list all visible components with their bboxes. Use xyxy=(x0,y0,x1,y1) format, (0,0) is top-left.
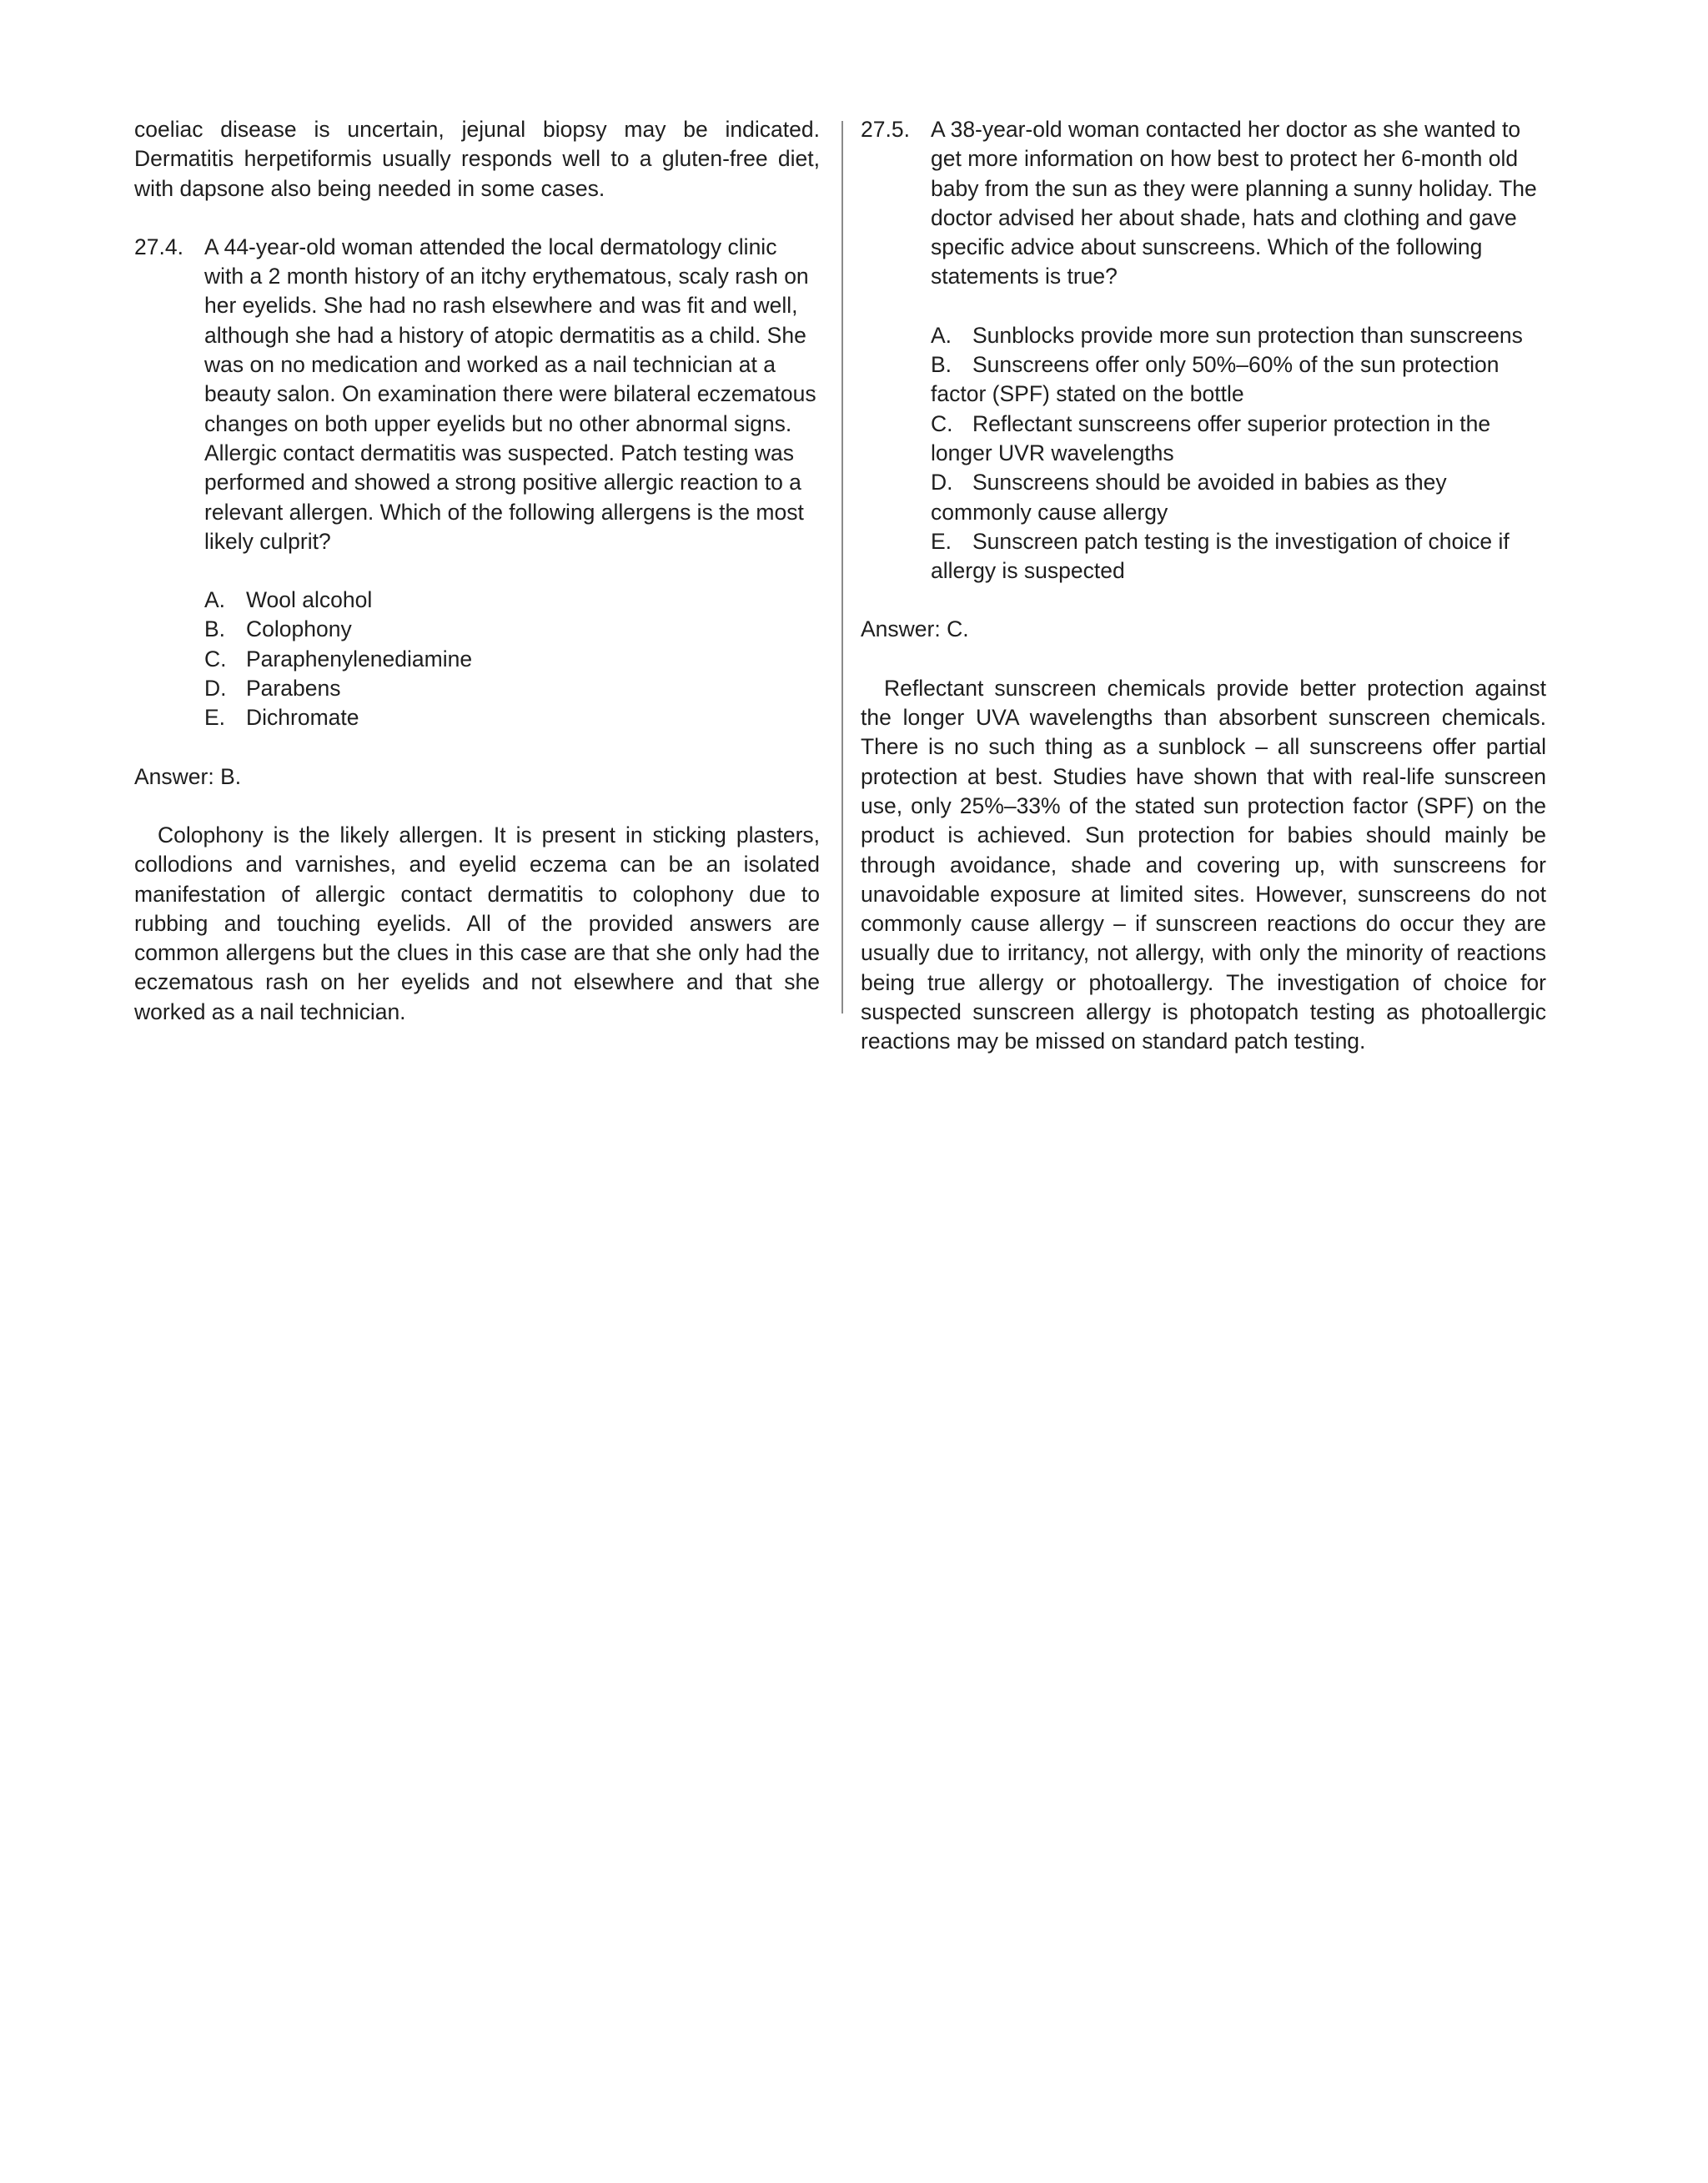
option-text: Wool alcohol xyxy=(246,587,373,613)
right-column xyxy=(861,115,1546,1057)
option-text: Dichromate xyxy=(246,705,359,731)
answer-line: Answer: C. xyxy=(861,616,969,642)
answer-options xyxy=(204,586,820,732)
option-e xyxy=(204,703,820,732)
option-letter: A. xyxy=(204,587,226,613)
option-text: Sunscreens offer only 50%–60% of the sun protection factor (SPF) stated on the bottle xyxy=(931,352,1500,407)
option-b xyxy=(204,615,820,644)
option-c xyxy=(931,410,1546,469)
question-number: 27.5. xyxy=(861,117,910,142)
option-text: Paraphenylenediamine xyxy=(246,646,473,671)
option-letter: B. xyxy=(931,352,952,378)
option-letter: D. xyxy=(204,676,227,702)
question-number: 27.4. xyxy=(134,234,183,259)
answer-options xyxy=(931,321,1546,586)
option-text: Parabens xyxy=(246,676,341,702)
option-letter: D. xyxy=(931,470,953,495)
option-text: Sunscreen patch testing is the investigation of choice if allergy is suspected xyxy=(931,528,1510,584)
explanation-paragraph: Reflectant sunscreen chemicals provide better protection against the longer UVA wavelengths than absorbent sunscreen chemicals. There is no such thing as a sunblock – all sunscreens offer partial protection at best. Studies have shown that with real-life sunscreen use, only 25%–33% of the stated sun protection factor (SPF) on the product is achieved. Sun protection for babies should mainly be through avoidance, shade and covering up, with sunscreens for unavoidable exposure at limited sites. However, sunscreens do not commonly cause allergy – if sunscreen reactions do occur they are usually due to irritancy, not allergy, with only the minority of reactions being true allergy or photoallergy. The investigation of choice for suspected sunscreen allergy is photopatch testing as photoallergic reactions may be missed on standard patch testing. xyxy=(861,675,1546,1054)
option-c xyxy=(204,645,820,674)
left-column xyxy=(134,115,820,1027)
option-text: Sunblocks provide more sun protection than sunscreens xyxy=(972,322,1523,348)
option-e xyxy=(931,527,1546,586)
question-27-5 xyxy=(861,115,1546,586)
option-letter: A. xyxy=(931,322,952,348)
question-stem: A 44-year-old woman attended the local dermatology clinic with a 2 month history of an itchy erythematous, scaly rash on her eyelids. She had no rash elsewhere and was fit and well, although she had a history of atopic dermatitis as a child. She was on no medication and worked as a nail technician at a beauty salon. On examination there were bilateral eczematous changes on both upper eyelids but no other abnormal signs. Allergic contact dermatitis was suspected. Patch testing was performed and showed a strong positive allergic reaction to a relevant allergen. Which of the following allergens is the most likely culprit? xyxy=(204,234,816,554)
option-letter: C. xyxy=(931,410,953,436)
answer-line: Answer: B. xyxy=(134,763,242,789)
option-a xyxy=(204,586,820,615)
intro-paragraph: coeliac disease is uncertain, jejunal biopsy may be indicated. Dermatitis herpetiformis usually responds well to a gluten-free diet, with dapsone also being needed in some cases. xyxy=(134,117,820,201)
option-b xyxy=(931,350,1546,410)
option-letter: E. xyxy=(204,705,226,731)
option-letter: C. xyxy=(204,646,227,671)
explanation-paragraph: Colophony is the likely allergen. It is present in sticking plasters, collodions and varnishes, and eyelid eczema can be an isolated manifestation of allergic contact dermatitis to colophony due to rubbing and touching eyelids. All of the provided answers are common allergens but the clues in this case are that she only had the eczematous rash on her eyelids and not elsewhere and that she worked as a nail technician. xyxy=(134,822,820,1024)
option-letter: E. xyxy=(931,528,952,554)
option-d xyxy=(204,674,820,703)
option-text: Reflectant sunscreens offer superior protection in the longer UVR wavelengths xyxy=(931,410,1491,465)
question-27-4 xyxy=(134,233,820,733)
option-text: Colophony xyxy=(246,616,352,642)
column-divider xyxy=(841,121,843,1014)
option-text: Sunscreens should be avoided in babies as they commonly cause allergy xyxy=(931,470,1447,525)
question-stem: A 38-year-old woman contacted her doctor as she wanted to get more information on how best to protect her 6-month old baby from the sun as they were planning a sunny holiday. The doctor advised her about shade, hats and clothing and gave specific advice about sunscreens. Which of the following statements is true? xyxy=(931,117,1537,289)
option-letter: B. xyxy=(204,616,226,642)
option-d xyxy=(931,468,1546,527)
option-a xyxy=(931,321,1546,350)
